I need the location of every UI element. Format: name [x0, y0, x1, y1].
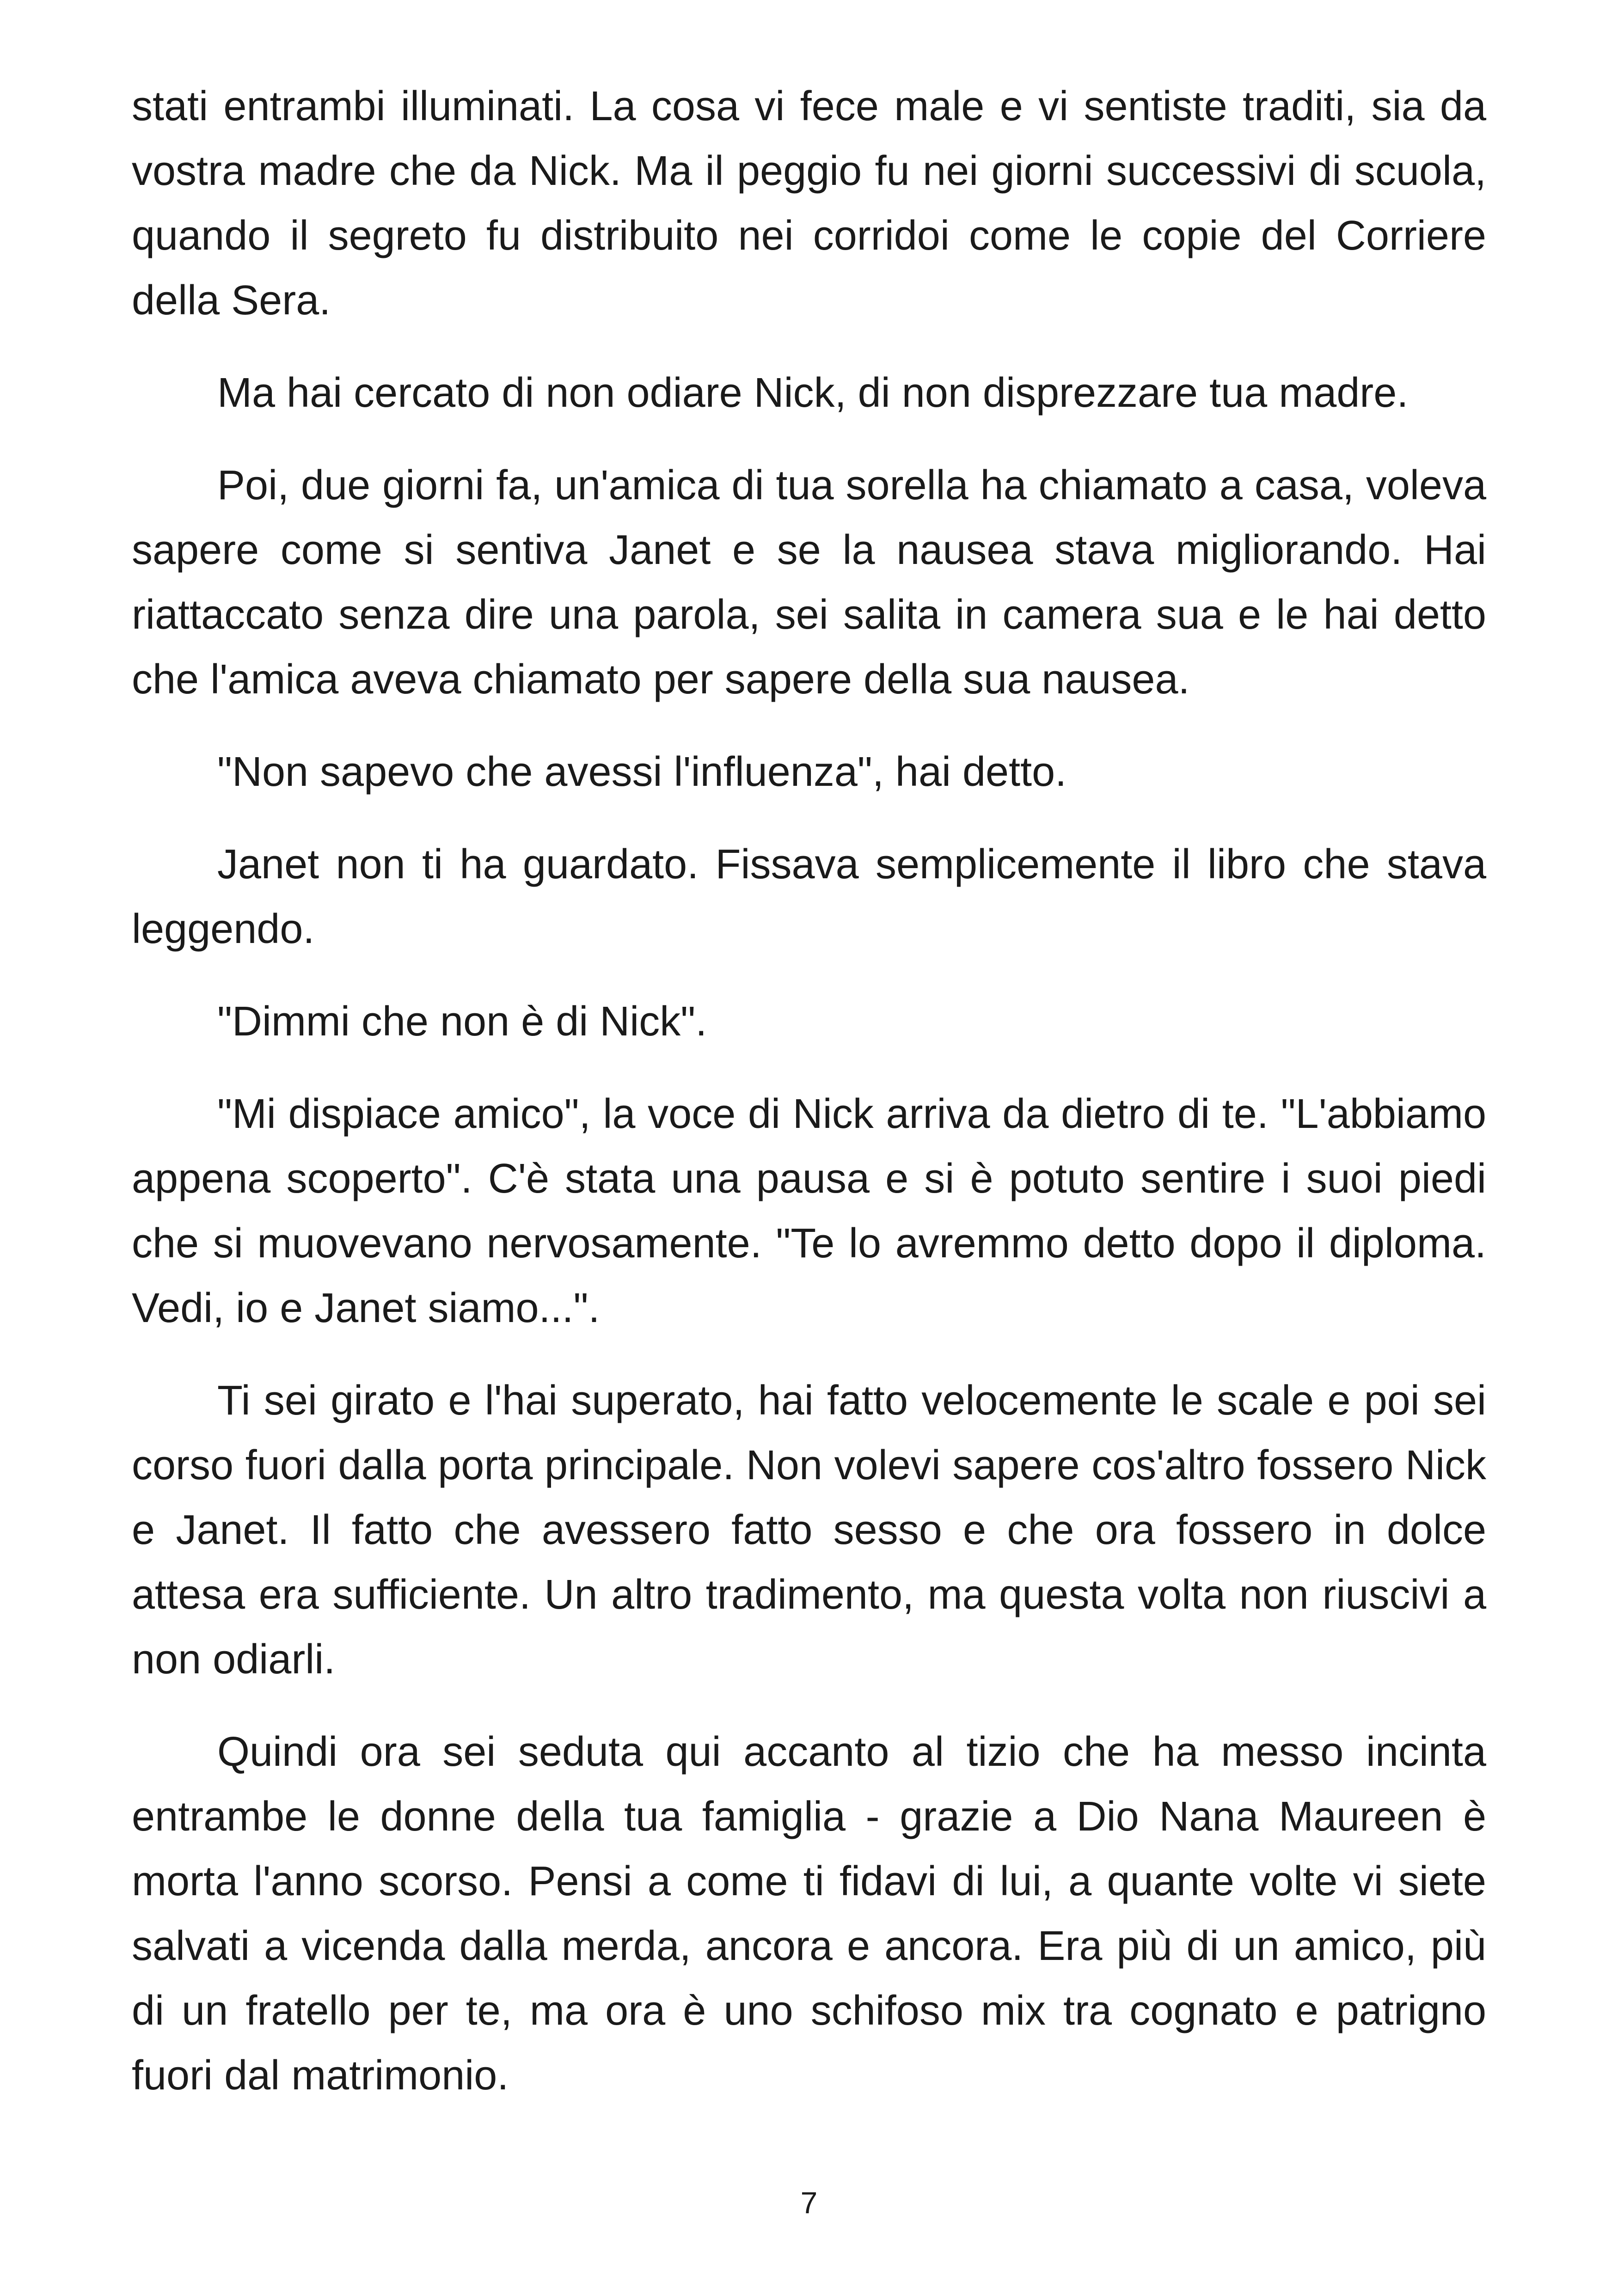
page-number: 7 — [800, 2186, 818, 2220]
paragraph: Ti sei girato e l'hai superato, hai fatto velocemente le scale e poi sei corso fuori dalla porta principale. Non volevi sapere cos'altro fossero Nick e Janet. Il fatto che avessero fatto sesso e che ora fossero in dolce attesa era sufficiente. Un altro tradimento, ma questa volta non riuscivi a non odiarli. — [132, 1378, 1486, 1683]
paragraph: "Mi dispiace amico", la voce di Nick arriva da dietro di te. "L'abbiamo appena scoperto". C'è stata una pausa e si è potuto sentire i suoi piedi che si muovevano nervosamente. "Te lo avremmo detto dopo il diploma. Vedi, io e Janet siamo...". — [132, 1091, 1486, 1331]
paragraph: Poi, due giorni fa, un'amica di tua sorella ha chiamato a casa, voleva sapere come si sentiva Janet e se la nausea stava migliorando. Hai riattaccato senza dire una parola, sei salita in camera sua e le hai detto che l'amica aveva chiamato per sapere della sua nausea. — [132, 462, 1486, 703]
paragraph: Ma hai cercato di non odiare Nick, di non disprezzare tua madre. — [217, 370, 1409, 416]
paragraph: "Dimmi che non è di Nick". — [217, 998, 707, 1045]
body-text — [132, 74, 1486, 2136]
paragraph: Janet non ti ha guardato. Fissava semplicemente il libro che stava leggendo. — [132, 841, 1486, 952]
paragraph: stati entrambi illuminati. La cosa vi fece male e vi sentiste traditi, sia da vostra madre che da Nick. Ma il peggio fu nei giorni successivi di scuola, quando il segreto fu distribuito nei corridoi come le copie del Corriere della Sera. — [132, 83, 1486, 324]
paragraph: Quindi ora sei seduta qui accanto al tizio che ha messo incinta entrambe le donne della tua famiglia - grazie a Dio Nana Maureen è morta l'anno scorso. Pensi a come ti fidavi di lui, a quante volte vi siete salvati a vicenda dalla merda, ancora e ancora. Era più di un amico, più di un fratello per te, ma ora è uno schifoso mix tra cognato e patrigno fuori dal matrimonio. — [132, 1729, 1486, 2099]
paragraph: "Non sapevo che avessi l'influenza", hai detto. — [217, 749, 1067, 795]
